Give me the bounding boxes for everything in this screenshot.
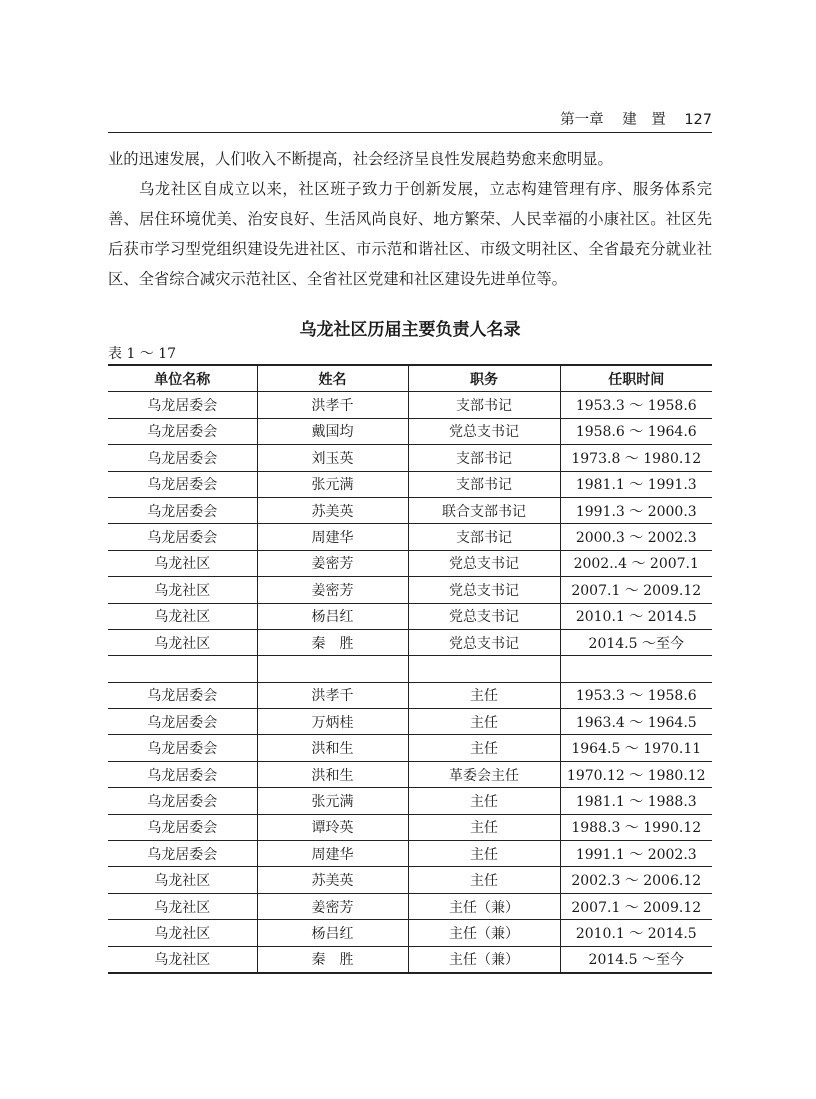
table-cell: 党总支书记 [408,603,560,629]
page-header [108,108,712,133]
table-cell: 1991.3 ～ 2000.3 [560,497,712,523]
table-cell: 戴国均 [257,418,408,444]
table-cell [257,656,408,682]
table-cell: 姜密芳 [257,550,408,576]
table-row [108,392,712,418]
table-row [108,550,712,576]
table-cell: 1970.12 ～ 1980.12 [560,761,712,787]
table-row [108,788,712,814]
table-cell: 1988.3 ～ 1990.12 [560,814,712,840]
column-header: 姓名 [257,365,408,392]
table-cell: 张元满 [257,788,408,814]
table-cell: 2002.3 ～ 2006.12 [560,867,712,893]
table-cell: 乌龙社区 [108,946,257,973]
table-cell: 主任（兼） [408,946,560,973]
table-cell: 主任（兼） [408,893,560,919]
table-row [108,814,712,840]
table-cell: 秦 胜 [257,946,408,973]
table-cell: 主任 [408,841,560,867]
table-row [108,761,712,787]
table-cell: 1991.1 ～ 2002.3 [560,841,712,867]
table-cell: 党总支书记 [408,629,560,655]
table-cell: 洪和生 [257,761,408,787]
table-cell: 2014.5 ～至今 [560,629,712,655]
table-cell: 主任 [408,867,560,893]
table-cell: 乌龙居委会 [108,524,257,550]
table-cell: 张元满 [257,471,408,497]
table-cell: 乌龙居委会 [108,445,257,471]
table-cell: 1953.3 ～ 1958.6 [560,682,712,708]
table-number: 表 1 ～ 17 [108,346,177,362]
table-cell: 2007.1 ～ 2009.12 [560,893,712,919]
table-cell [560,656,712,682]
section-label: 建 置 [622,112,666,128]
table-cell [108,656,257,682]
table-row [108,471,712,497]
table-cell: 2007.1 ～ 2009.12 [560,577,712,603]
table-cell: 革委会主任 [408,761,560,787]
table-cell: 支部书记 [408,524,560,550]
table-cell: 洪和生 [257,735,408,761]
table-row [108,867,712,893]
table-row [108,603,712,629]
table-row [108,920,712,946]
table-header-row [108,365,712,392]
table-cell: 万炳桂 [257,709,408,735]
table-cell: 乌龙居委会 [108,788,257,814]
table-cell: 杨吕红 [257,920,408,946]
table-cell [408,656,560,682]
table-cell: 主任 [408,788,560,814]
table-cell: 乌龙居委会 [108,735,257,761]
table-cell: 2014.5 ～至今 [560,946,712,973]
table-cell: 乌龙居委会 [108,841,257,867]
table-cell: 1981.1 ～ 1988.3 [560,788,712,814]
table-cell: 乌龙社区 [108,867,257,893]
table-cell: 1958.6 ～ 1964.6 [560,418,712,444]
table-cell: 2000.3 ～ 2002.3 [560,524,712,550]
table-cell: 主任（兼） [408,920,560,946]
table-cell: 支部书记 [408,445,560,471]
table-cell: 乌龙居委会 [108,682,257,708]
table-cell: 支部书记 [408,471,560,497]
table-cell: 乌龙居委会 [108,709,257,735]
table-cell: 乌龙社区 [108,550,257,576]
table-cell: 党总支书记 [408,418,560,444]
table-cell: 乌龙居委会 [108,418,257,444]
chapter-label: 第一章 [560,112,604,128]
table-title: 乌龙社区历届主要负责人名录 [299,320,521,340]
table-cell: 苏美英 [257,867,408,893]
column-header: 单位名称 [108,365,257,392]
table-cell: 乌龙社区 [108,577,257,603]
table-cell: 乌龙社区 [108,603,257,629]
table-cell: 洪孝千 [257,682,408,708]
table-cell: 乌龙居委会 [108,471,257,497]
paragraph-continued: 业的迅速发展，人们收入不断提高，社会经济呈良性发展趋势愈来愈明显。 [108,150,613,168]
table-cell: 2010.1 ～ 2014.5 [560,920,712,946]
table-cell: 主任 [408,814,560,840]
table-cell: 党总支书记 [408,577,560,603]
table-cell: 乌龙居委会 [108,814,257,840]
table-cell: 刘玉英 [257,445,408,471]
leaders-table [108,364,712,974]
table-row [108,629,712,655]
table-cell: 2010.1 ～ 2014.5 [560,603,712,629]
table-row [108,418,712,444]
table-cell: 主任 [408,709,560,735]
table-row [108,577,712,603]
table-cell: 2002..4 ～ 2007.1 [560,550,712,576]
table-cell: 乌龙社区 [108,893,257,919]
table-cell: 1981.1 ～ 1991.3 [560,471,712,497]
table-row [108,497,712,523]
column-header: 职务 [408,365,560,392]
table-cell: 乌龙社区 [108,920,257,946]
table-cell: 党总支书记 [408,550,560,576]
table-row [108,656,712,682]
table-cell: 1953.3 ～ 1958.6 [560,392,712,418]
table-cell: 苏美英 [257,497,408,523]
table-row [108,709,712,735]
page-number: 127 [684,112,712,128]
table-cell: 乌龙社区 [108,629,257,655]
table-cell: 1963.4 ～ 1964.5 [560,709,712,735]
table-cell: 周建华 [257,524,408,550]
table-row [108,735,712,761]
table-cell: 秦 胜 [257,629,408,655]
paragraph: 乌龙社区自成立以来，社区班子致力于创新发展，立志构建管理有序、服务体系完善、居住环境优美、治安良好、生活风尚良好、地方繁荣、人民幸福的小康社区。社区先后获市学习型党组织建设先进社区、市示范和谐社区、市级文明社区、全省最充分就业社区、全省综合减灾示范社区、全省社区党建和社区建设先进单位等。 [108,180,712,288]
table-cell: 杨吕红 [257,603,408,629]
table-row [108,893,712,919]
table-cell: 主任 [408,735,560,761]
table-cell: 周建华 [257,841,408,867]
table-cell: 主任 [408,682,560,708]
table-row [108,445,712,471]
table-cell: 乌龙居委会 [108,392,257,418]
table-row [108,682,712,708]
table-cell: 联合支部书记 [408,497,560,523]
table-cell: 谭玲英 [257,814,408,840]
table-cell: 1973.8 ～ 1980.12 [560,445,712,471]
table-cell: 1964.5 ～ 1970.11 [560,735,712,761]
table-cell: 姜密芳 [257,893,408,919]
table-cell: 洪孝千 [257,392,408,418]
body-text [108,144,712,294]
table-cell: 姜密芳 [257,577,408,603]
table-row [108,841,712,867]
table-cell: 支部书记 [408,392,560,418]
column-header: 任职时间 [560,365,712,392]
table-cell: 乌龙居委会 [108,761,257,787]
table-cell: 乌龙居委会 [108,497,257,523]
table-row [108,946,712,973]
table-row [108,524,712,550]
